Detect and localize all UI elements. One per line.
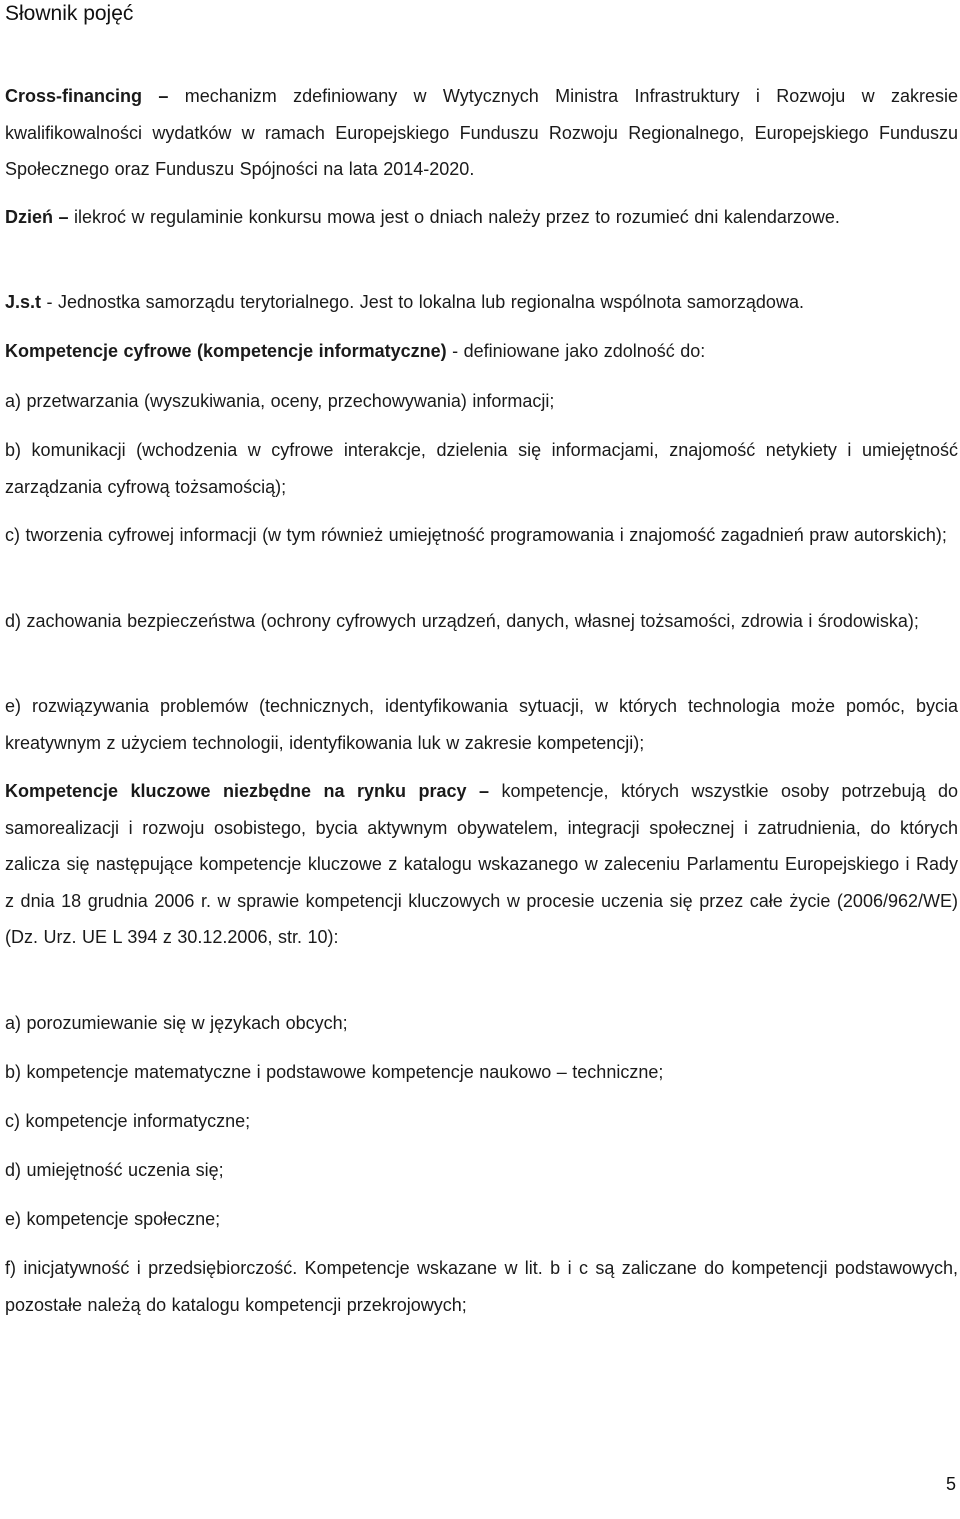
page-title: Słownik pojęć xyxy=(5,2,134,25)
term-dash: – xyxy=(142,86,185,106)
list-item: e) kompetencje społeczne; xyxy=(5,1209,221,1229)
definition-text: - Jednostka samorządu terytorialnego. Jest to lokalna lub regionalna wspólnota samorządowa. xyxy=(41,292,804,312)
definition-kompetencje-kluczowe xyxy=(5,773,958,956)
definition-cross-financing xyxy=(5,78,958,188)
term-dash: – xyxy=(53,207,75,227)
page-number: 5 xyxy=(945,1474,956,1494)
definition-jst xyxy=(5,284,958,321)
term-label: Cross-financing xyxy=(5,86,143,106)
list-item: f) inicjatywność i przedsiębiorczość. Kompetencje wskazane w lit. b i c są zaliczane do kompetencji podstawowych, pozostałe należą do katalogu kompetencji przekrojowych; xyxy=(5,1258,958,1315)
list-item: b) komunikacji (wchodzenia w cyfrowe interakcje, dzielenia się informacjami, znajomość netykiety i umiejętność zarządzania cyfrową tożsamością); xyxy=(5,440,958,497)
definition-text: - definiowane jako zdolność do: xyxy=(446,341,706,361)
list-item: c) tworzenia cyfrowej informacji (w tym również umiejętność programowania i znajomość zagadnień praw autorskich); xyxy=(5,525,947,545)
list-item: d) umiejętność uczenia się; xyxy=(5,1160,224,1180)
list-item: b) kompetencje matematyczne i podstawowe kompetencje naukowo – techniczne; xyxy=(5,1062,664,1082)
term-label: Kompetencje kluczowe niezbędne na rynku pracy xyxy=(5,781,467,801)
definition-text: mechanizm zdefiniowany w Wytycznych Ministra Infrastruktury i Rozwoju w zakresie kwalifikowalności wydatków w ramach Europejskiego Funduszu Rozwoju Regionalnego, Europejskiego Funduszu Społecznego oraz Funduszu Spójności na lata 2014-2020. xyxy=(5,86,959,179)
list-item: a) porozumiewanie się w językach obcych; xyxy=(5,1013,348,1033)
term-label: Kompetencje cyfrowe (kompetencje informatyczne) xyxy=(5,341,447,361)
definition-dzien xyxy=(5,199,958,236)
list-item: d) zachowania bezpieczeństwa (ochrony cyfrowych urządzeń, danych, własnej tożsamości, zdrowia i środowiska); xyxy=(5,611,919,631)
term-label: J.s.t xyxy=(5,292,42,312)
list-item: e) rozwiązywania problemów (technicznych, identyfikowania sytuacji, w których technologia może pomóc, bycia kreatywnym z użyciem technologii, identyfikowania luk w zakresie kompetencji); xyxy=(5,696,958,753)
definition-text: kompetencje, których wszystkie osoby potrzebują do samorealizacji i rozwoju osobistego, bycia aktywnym obywatelem, integracji społecznej i zatrudnienia, do których zalicza się następujące kompetencje kluczowe z katalogu wskazanego w zaleceniu Parlamentu Europejskiego i Rady z dnia 18 grudnia 2006 r. w sprawie kompetencji kluczowych w procesie uczenia się przez całe życie (2006/962/WE) (Dz. Urz. UE L 394 z 30.12.2006, str. 10): xyxy=(5,781,959,947)
term-label: Dzień xyxy=(5,207,54,227)
list-item: a) przetwarzania (wyszukiwania, oceny, przechowywania) informacji; xyxy=(5,391,555,411)
list-item: c) kompetencje informatyczne; xyxy=(5,1111,251,1131)
term-dash: – xyxy=(466,781,502,801)
definition-text: ilekroć w regulaminie konkursu mowa jest o dniach należy przez to rozumieć dni kalendarzowe. xyxy=(74,207,840,227)
definition-kompetencje-cyfrowe xyxy=(5,333,958,370)
